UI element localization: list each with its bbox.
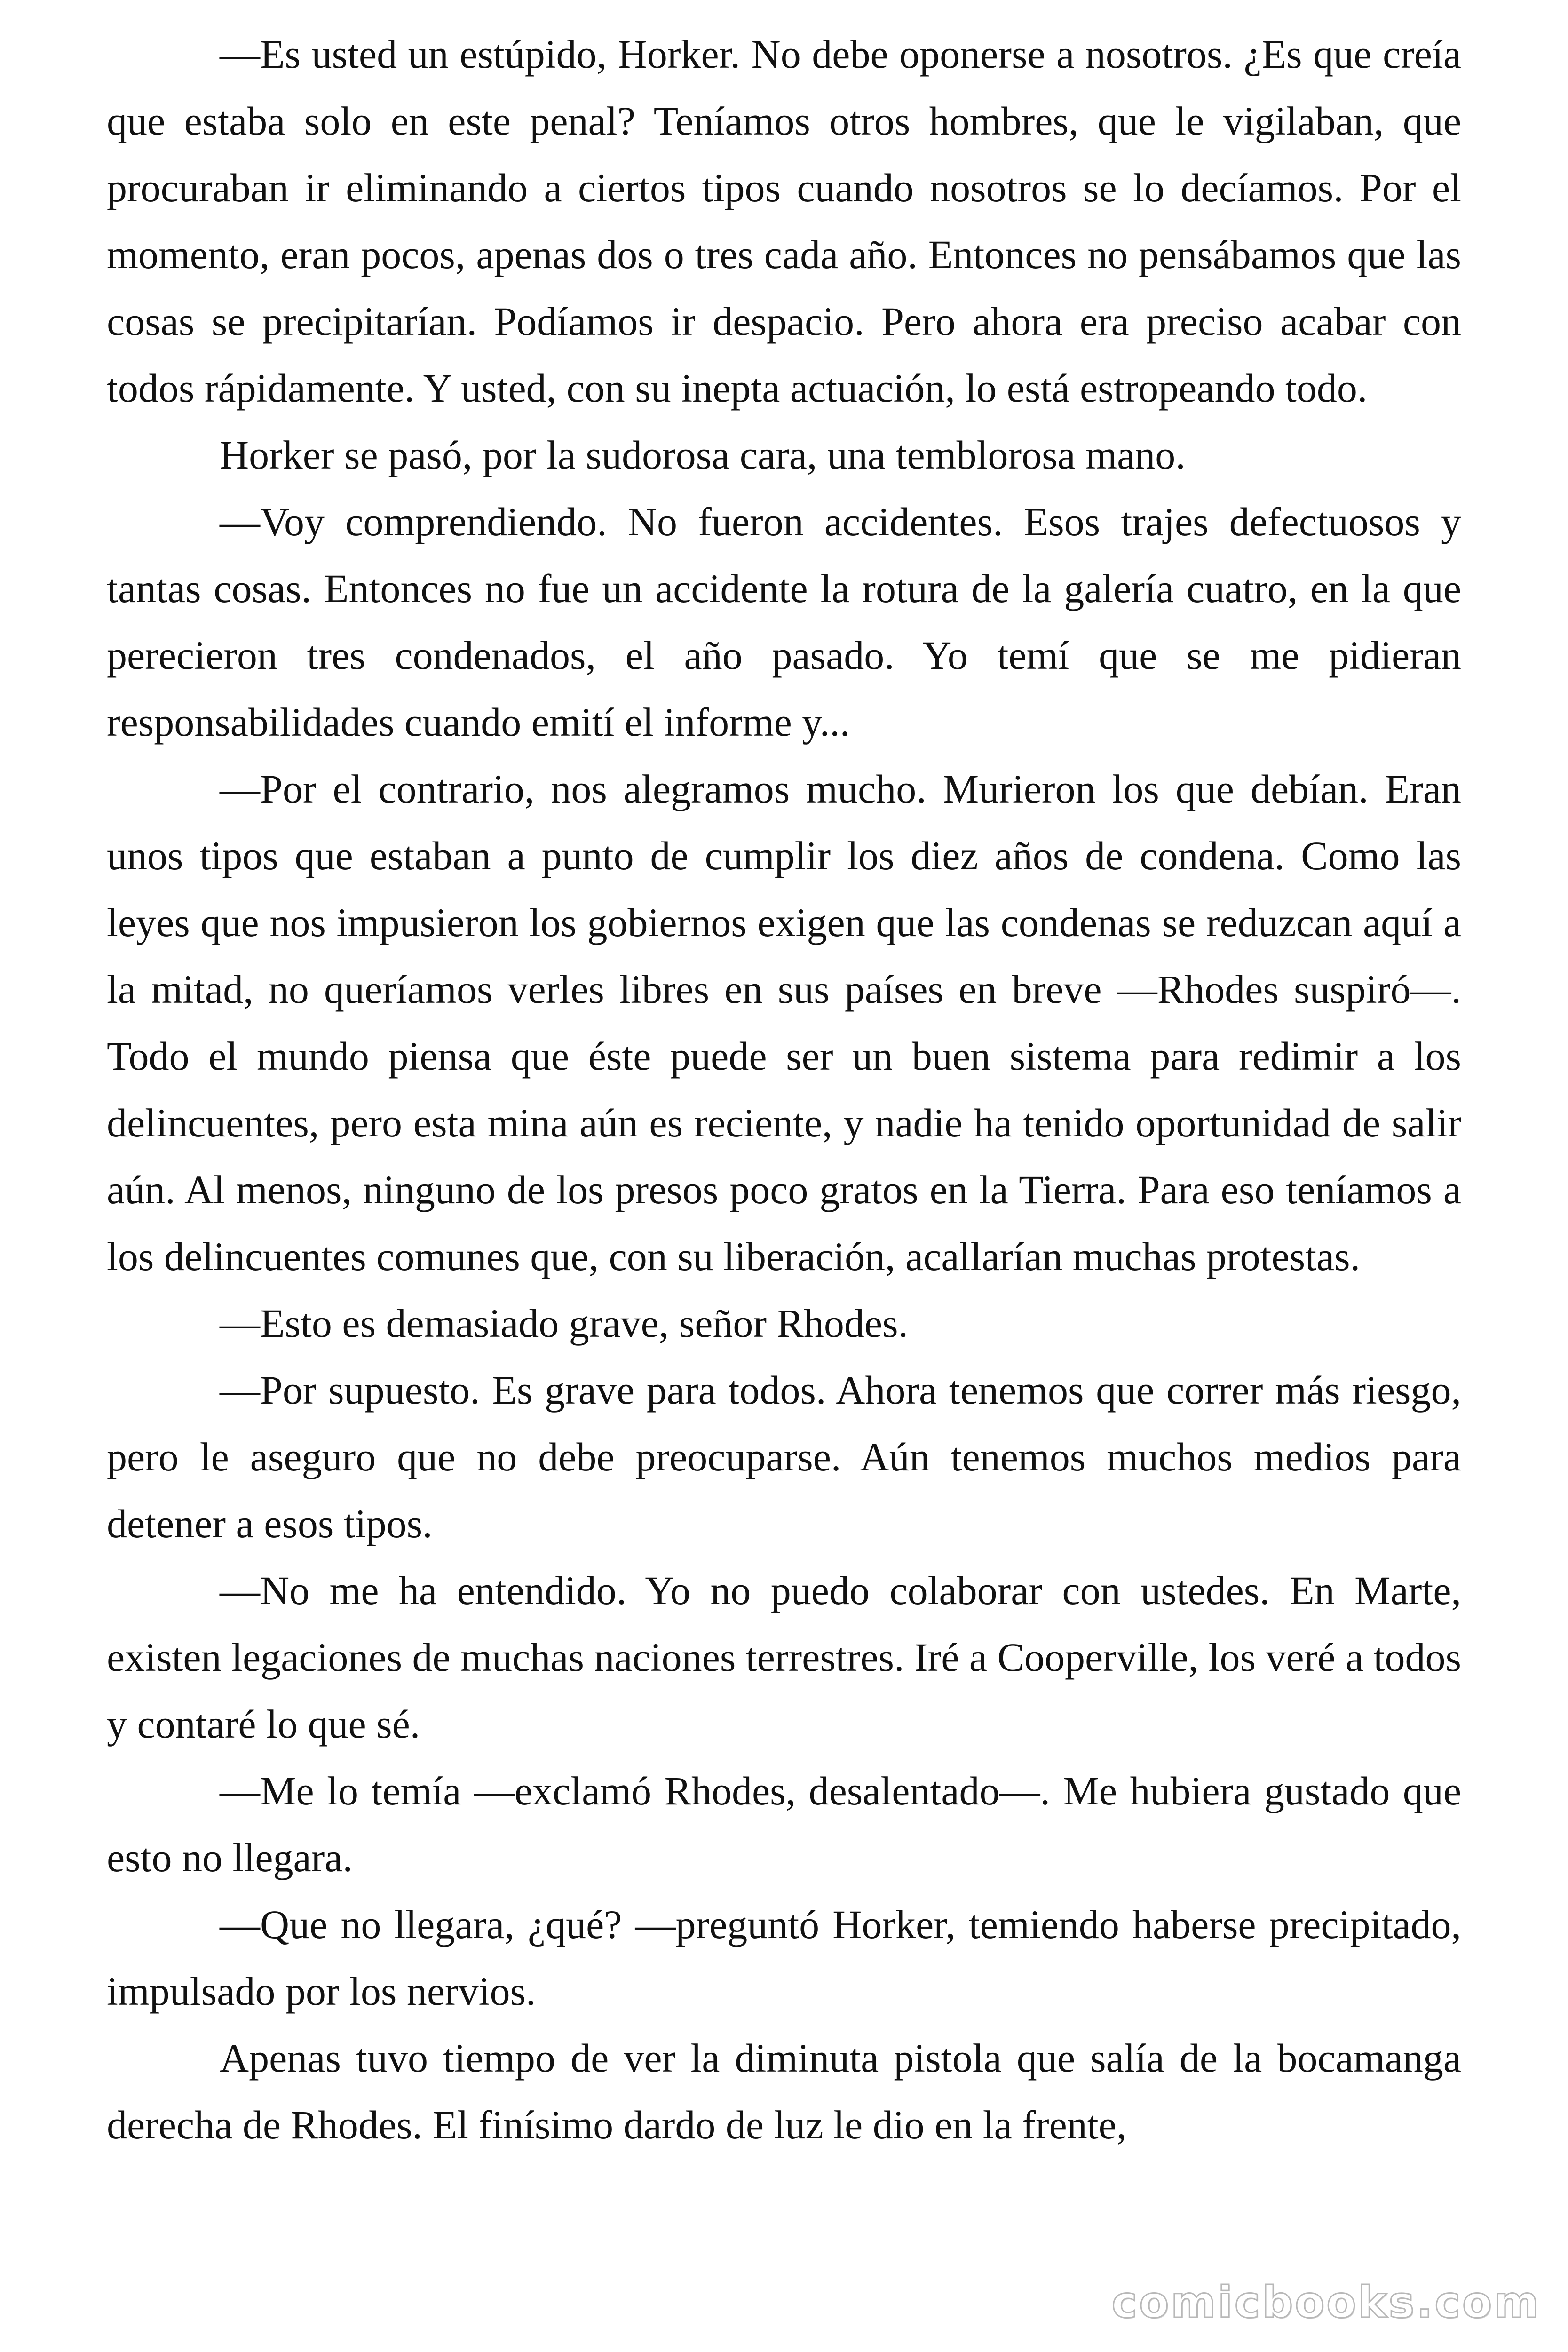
paragraph-8: —Me lo temía —exclamó Rhodes, desalentado—. Me hubiera gustado que esto no llegara. [107,1768,1461,1880]
paragraph-2: Horker se pasó, por la sudorosa cara, una temblorosa mano. [220,432,1186,477]
paragraph-4: —Por el contrario, nos alegramos mucho. Murieron los que debían. Eran unos tipos que estaban a punto de cumplir los diez años de condena. Como las leyes que nos impusieron los gobiernos exigen que las condenas se reduzcan aquí a la mitad, no queríamos verles libres en sus países en breve —Rhodes suspiró—. Todo el mundo piensa que éste puede ser un buen sistema para redimir a los delincuentes, pero esta mina aún es reciente, y nadie ha tenido oportunidad de salir aún. Al menos, ninguno de los presos poco gratos en la Tierra. Para eso teníamos a los delincuentes comunes que, con su liberación, acallarían muchas protestas. [107,766,1461,1279]
paragraph-1: —Es usted un estúpido, Horker. No debe oponerse a nosotros. ¿Es que creía que estaba solo en este penal? Teníamos otros hombres, que le vigilaban, que procuraban ir eliminando a ciertos tipos cuando nosotros se lo decíamos. Por el momento, eran pocos, apenas dos o tres cada año. Entonces no pensábamos que las cosas se precipitarían. Podíamos ir despacio. Pero ahora era preciso acabar con todos rápidamente. Y usted, con su inepta actuación, lo está estropeando todo. [107,32,1461,411]
paragraph-7: —No me ha entendido. Yo no puedo colaborar con ustedes. En Marte, existen legaciones de muchas naciones terrestres. Iré a Cooperville, los veré a todos y contaré lo que sé. [107,1568,1461,1747]
paragraph-10: Apenas tuvo tiempo de ver la diminuta pistola que salía de la bocamanga derecha de Rhodes. El finísimo dardo de luz le dio en la frente, [107,2035,1461,2147]
paragraph-6: —Por supuesto. Es grave para todos. Ahora tenemos que correr más riesgo, pero le aseguro que no debe preocuparse. Aún tenemos muchos medios para detener a esos tipos. [107,1367,1461,1546]
paragraph-5: —Esto es demasiado grave, señor Rhodes. [220,1301,909,1346]
paragraph-9: —Que no llegara, ¿qué? —preguntó Horker, temiendo haberse precipitado, impulsado por los nervios. [107,1902,1461,2014]
page-text [107,21,1461,2158]
watermark: comicbooks.com [1111,2277,1541,2328]
paragraph-3: —Voy comprendiendo. No fueron accidentes. Esos trajes defectuosos y tantas cosas. Entonces no fue un accidente la rotura de la galería cuatro, en la que perecieron tres condenados, el año pasado. Yo temí que se me pidieran responsabilidades cuando emití el informe y... [107,499,1461,745]
